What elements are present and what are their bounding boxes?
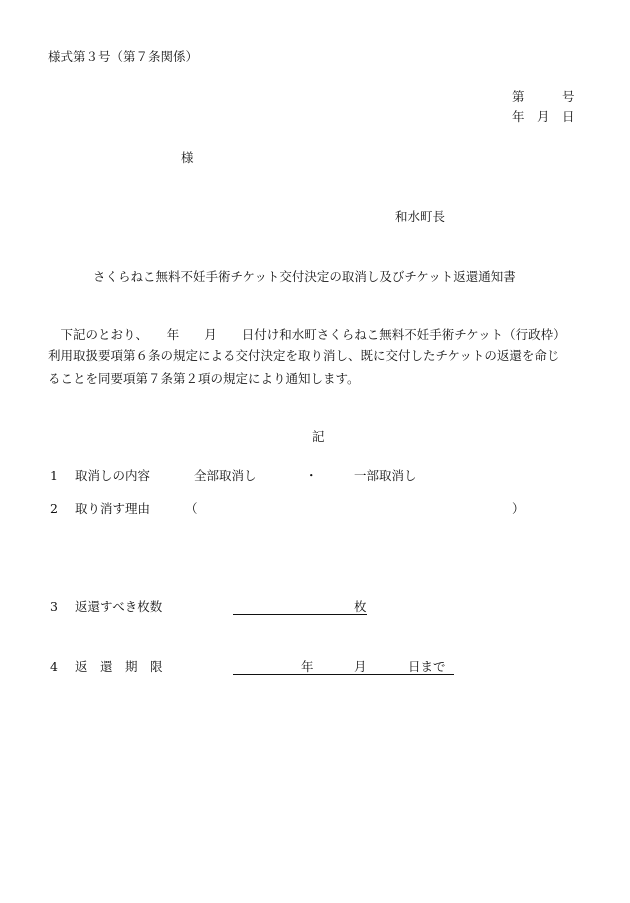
body-line-1: 下記のとおり、 年 月 日付け和水町さくらねこ無料不妊手術チケット（行政枠） — [48, 327, 566, 342]
item-2-label: 取り消す理由 — [75, 501, 151, 516]
item-4-number: 4 — [50, 659, 58, 674]
document-number: 第 号 — [512, 89, 575, 104]
document-date: 年 月 日 — [512, 109, 575, 124]
unit-label: 枚 — [354, 599, 367, 614]
deadline-blank — [233, 674, 454, 675]
deadline-day-until: 日まで — [408, 659, 446, 674]
ki-heading: 記 — [312, 429, 325, 444]
item-1-number: 1 — [50, 468, 58, 483]
item-3-label: 返還すべき枚数 — [75, 599, 163, 614]
option-partial-cancel: 一部取消し — [354, 468, 417, 483]
addressee-suffix: 様 — [181, 150, 194, 165]
item-4-label: 返 還 期 限 — [75, 659, 163, 674]
reason-close-paren: ） — [512, 501, 525, 516]
item-3-number: 3 — [50, 599, 58, 614]
deadline-month: 月 — [354, 659, 367, 674]
return-count-blank — [233, 614, 367, 615]
deadline-year: 年 — [301, 659, 314, 674]
option-separator: ・ — [305, 468, 318, 483]
option-full-cancel: 全部取消し — [194, 468, 257, 483]
document-title: さくらねこ無料不妊手術チケット交付決定の取消し及びチケット返還通知書 — [93, 269, 516, 284]
item-1-label: 取消しの内容 — [75, 468, 151, 483]
form-number: 様式第３号（第７条関係） — [48, 49, 199, 64]
body-line-3: ることを同要項第７条第２項の規定により通知します。 — [48, 371, 360, 386]
item-2-number: 2 — [50, 501, 58, 516]
reason-open-paren: （ — [185, 501, 198, 516]
body-line-2: 利用取扱要項第６条の規定による交付決定を取り消し、既に交付したチケットの返還を命じ — [48, 348, 560, 363]
issuer-name: 和水町長 — [395, 209, 446, 224]
